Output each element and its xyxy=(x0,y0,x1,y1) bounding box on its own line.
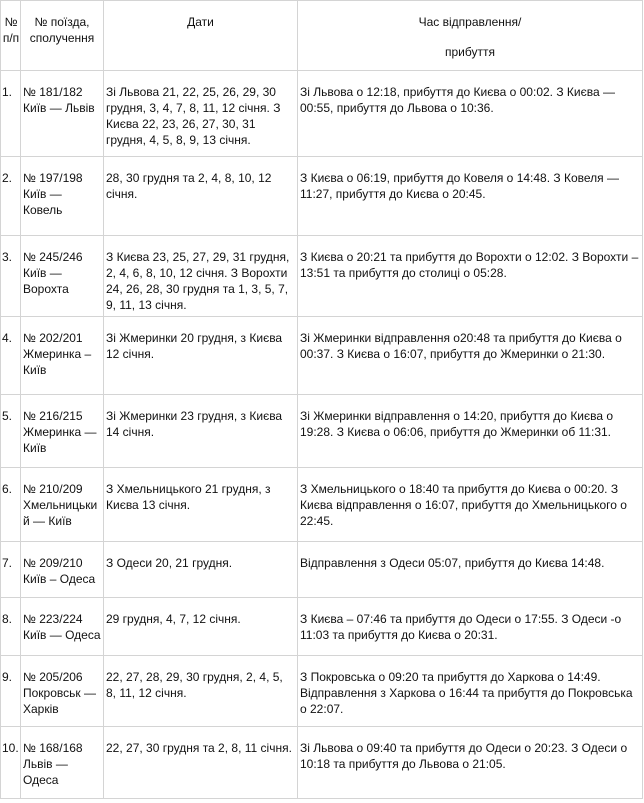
row-times: З Хмельницького о 18:40 та прибуття до Києва о 00:20. З Києва відправлення о 16:07, прибуття до Хмельницького о 22:45. xyxy=(298,468,643,542)
row-dates: 29 грудня, 4, 7, 12 січня. xyxy=(104,598,298,656)
train-route: Хмельницький — Київ xyxy=(23,498,98,528)
train-route: Київ — Одеса xyxy=(23,628,101,642)
row-train xyxy=(21,157,104,236)
row-dates: Зі Жмеринки 20 грудня, з Києва 12 січня. xyxy=(104,317,298,395)
row-train xyxy=(21,71,104,157)
header-train-line2: сполучення xyxy=(29,31,95,45)
header-times-line2: прибуття xyxy=(445,45,495,59)
row-train xyxy=(21,598,104,656)
table-row xyxy=(1,598,643,656)
row-times: Відправлення з Одеси 05:07, прибуття до Києва 14:48. xyxy=(298,542,643,598)
row-dates: 22, 27, 28, 29, 30 грудня, 2, 4, 5, 8, 11, 12 січня. xyxy=(104,656,298,727)
row-number: 7. xyxy=(1,542,21,598)
row-train xyxy=(21,395,104,468)
train-route: Жмеринка – Київ xyxy=(23,347,92,377)
table-header-row xyxy=(1,1,643,71)
row-train xyxy=(21,468,104,542)
row-number: 4. xyxy=(1,317,21,395)
row-number: 1. xyxy=(1,71,21,157)
row-train xyxy=(21,727,104,799)
train-number: № 210/209 xyxy=(23,482,83,496)
header-dates: Дати xyxy=(104,1,298,71)
header-times-line1: Час відправлення/ xyxy=(418,15,522,29)
row-times: Зі Львова о 12:18, прибуття до Києва о 00:02. З Києва — 00:55, прибуття до Львова о 10:36. xyxy=(298,71,643,157)
row-dates: З Києва 23, 25, 27, 29, 31 грудня, 2, 4, 6, 8, 10, 12 січня. З Ворохти 24, 26, 28, 30 грудня та 1, 3, 5, 7, 9, 11, 13 січня. xyxy=(104,236,298,317)
train-number: № 245/246 xyxy=(23,250,83,264)
row-dates: 22, 27, 30 грудня та 2, 8, 11 січня. xyxy=(104,727,298,799)
header-number-line2: п/п xyxy=(2,31,20,45)
row-train xyxy=(21,236,104,317)
train-route: Покровськ — Харків xyxy=(23,686,96,716)
train-route: Київ — Львів xyxy=(23,101,95,115)
train-number: № 209/210 xyxy=(23,556,83,570)
row-number: 2. xyxy=(1,157,21,236)
row-train xyxy=(21,542,104,598)
table-row xyxy=(1,542,643,598)
table-row xyxy=(1,727,643,799)
train-number: № 168/168 xyxy=(23,741,83,755)
train-number: № 216/215 xyxy=(23,409,83,423)
header-train xyxy=(21,1,104,71)
row-dates: З Одеси 20, 21 грудня. xyxy=(104,542,298,598)
row-times: З Києва о 06:19, прибуття до Ковеля о 14:48. З Ковеля — 11:27, прибуття до Києва о 20:45. xyxy=(298,157,643,236)
train-route: Київ — Ковель xyxy=(23,187,63,217)
train-route: Львів — Одеса xyxy=(23,757,68,787)
header-train-line1: № поїзда, xyxy=(34,15,90,29)
row-number: 3. xyxy=(1,236,21,317)
header-times xyxy=(298,1,643,71)
row-dates: Зі Жмеринки 23 грудня, з Києва 14 січня. xyxy=(104,395,298,468)
train-route: Жмеринка — Київ xyxy=(23,425,97,455)
row-number: 6. xyxy=(1,468,21,542)
row-times: З Покровська о 09:20 та прибуття до Харкова о 14:49. Відправлення з Харкова о 16:44 та прибуття до Покровська о 22:07. xyxy=(298,656,643,727)
table-row xyxy=(1,71,643,157)
train-number: № 205/206 xyxy=(23,670,83,684)
row-number: 5. xyxy=(1,395,21,468)
row-times: З Києва – 07:46 та прибуття до Одеси о 17:55. З Одеси -о 11:03 та прибуття до Києва о 20:31. xyxy=(298,598,643,656)
train-number: № 223/224 xyxy=(23,612,83,626)
table-row xyxy=(1,157,643,236)
train-route: Київ — Ворохта xyxy=(23,266,69,296)
table-row xyxy=(1,395,643,468)
table-row xyxy=(1,317,643,395)
row-times: Зі Львова о 09:40 та прибуття до Одеси о 20:23. З Одеси о 10:18 та прибуття до Львова о 21:05. xyxy=(298,727,643,799)
row-times: Зі Жмеринки відправлення о 14:20, прибуття до Києва о 19:28. З Києва о 06:06, прибуття до Жмеринки об 11:31. xyxy=(298,395,643,468)
row-dates: З Хмельницького 21 грудня, з Києва 13 січня. xyxy=(104,468,298,542)
table-row xyxy=(1,236,643,317)
header-number-line1: № xyxy=(4,15,18,29)
table-row xyxy=(1,656,643,727)
row-number: 9. xyxy=(1,656,21,727)
row-dates: 28, 30 грудня та 2, 4, 8, 10, 12 січня. xyxy=(104,157,298,236)
row-number: 8. xyxy=(1,598,21,656)
row-dates: Зі Львова 21, 22, 25, 26, 29, 30 грудня, 3, 4, 7, 8, 11, 12 січня. З Києва 22, 23, 26, 27, 30, 31 грудня, 4, 5, 8, 9, 13 січня. xyxy=(104,71,298,157)
row-train xyxy=(21,656,104,727)
row-times: З Києва о 20:21 та прибуття до Ворохти о 12:02. З Ворохти – 13:51 та прибуття до столиці о 05:28. xyxy=(298,236,643,317)
row-number: 10. xyxy=(1,727,21,799)
train-route: Київ – Одеса xyxy=(23,572,96,586)
train-number: № 197/198 xyxy=(23,171,83,185)
header-number xyxy=(1,1,21,71)
row-times: Зі Жмеринки відправлення о20:48 та прибуття до Києва о 00:37. З Києва о 16:07, прибуття до Жмеринки о 21:30. xyxy=(298,317,643,395)
train-number: № 202/201 xyxy=(23,331,83,345)
row-train xyxy=(21,317,104,395)
train-number: № 181/182 xyxy=(23,85,83,99)
table-row xyxy=(1,468,643,542)
